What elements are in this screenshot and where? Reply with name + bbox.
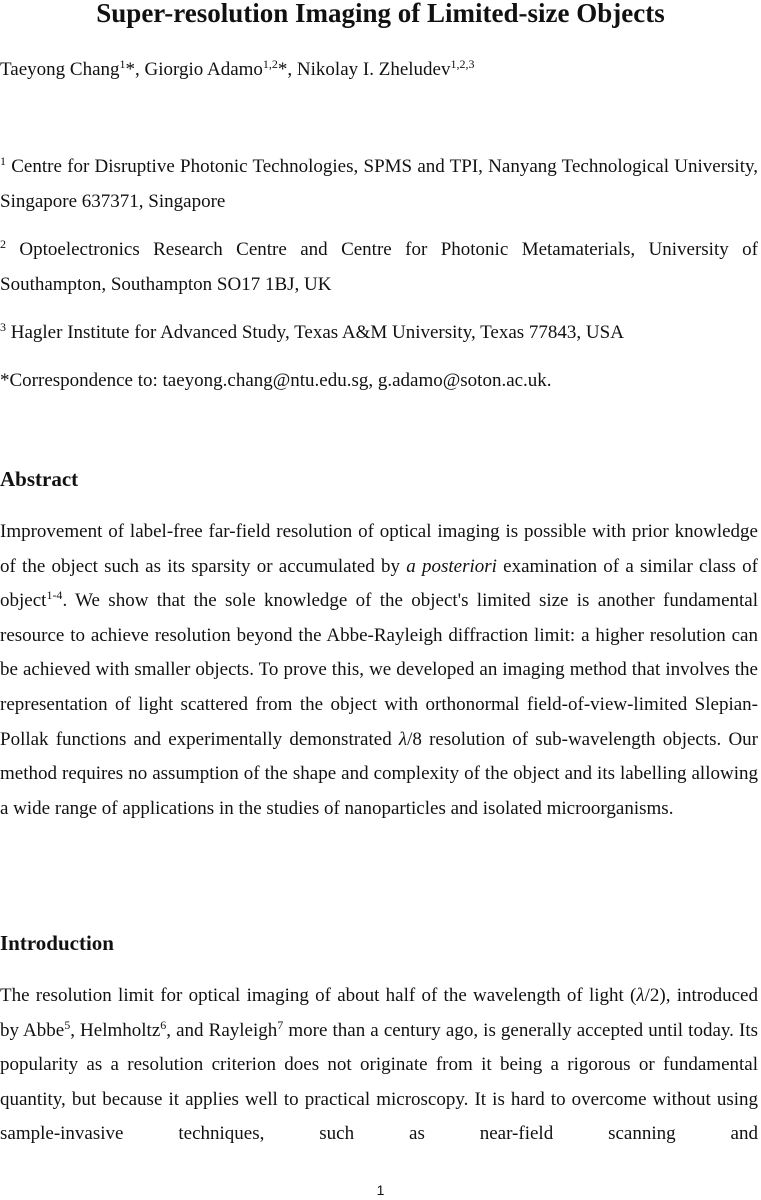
author-separator: *,	[277, 59, 297, 80]
intro-text-part: , Helmholtz	[70, 1019, 161, 1041]
affiliation-2	[0, 233, 758, 302]
affiliation-number: 2	[0, 237, 6, 251]
abstract-text-part: examination of a similar class of object	[0, 555, 758, 612]
citation-mark: 5	[64, 1017, 71, 1032]
affiliation-text: Centre for Disruptive Photonic Technologies, SPMS and TPI, Nanyang Technological University, Singapore 637371, Singapore	[0, 156, 758, 212]
abstract-text-part: Improvement of label-free far-field resolution of optical imaging is possible with prior knowledge of the object such as its sparsity or accumulated by	[0, 521, 758, 577]
author-name: Taeyong Chang	[0, 59, 120, 80]
affiliation-3	[0, 316, 758, 351]
citation-mark: 1-4	[46, 588, 63, 603]
citation-mark: 7	[277, 1017, 284, 1032]
page-number: 1	[376, 1182, 385, 1198]
correspondence-note: *Correspondence to: taeyong.chang@ntu.edu.sg, g.adamo@soton.ac.uk.	[0, 370, 552, 391]
intro-text-part: , and Rayleigh	[166, 1019, 278, 1041]
abstract-italic-term: a posteriori	[406, 555, 497, 577]
paper-title: Super-resolution Imaging of Limited-size Objects	[96, 0, 665, 28]
author-affiliation-mark: 1	[119, 57, 126, 71]
abstract-text-part: /8 resolution of sub-wavelength objects. Our method requires no assumption of the shape and complexity of the object and its labelling allowing a wide range of applications in the studies of nanoparticles and isolated microorganisms.	[0, 728, 759, 819]
author-list	[0, 58, 474, 82]
lambda-symbol: λ	[398, 728, 408, 750]
author-affiliation-mark: 1,2,3	[450, 57, 475, 71]
abstract-text	[0, 515, 758, 826]
affiliation-text: Hagler Institute for Advanced Study, Texas A&M University, Texas 77843, USA	[6, 322, 624, 343]
author-name: Giorgio Adamo	[144, 59, 263, 80]
author-affiliation-mark: 1,2	[262, 57, 278, 71]
affiliation-text: Optoelectronics Research Centre and Centre for Photonic Metamaterials, University of Southampton, Southampton SO17 1BJ, UK	[0, 239, 758, 295]
abstract-heading: Abstract	[0, 467, 79, 491]
intro-text-part: more than a century ago, is generally accepted until today. Its popularity as a resolution criterion does not originate from it being a rigorous or fundamental quantity, but because it applies well to practical microscopy. It is hard to overcome without using sample-invasive techniques, such as near-field scanning and	[0, 1019, 759, 1145]
intro-text-part: The resolution limit for optical imaging of about half of the wavelength of light (	[0, 985, 637, 1006]
intro-text-part: /2), introduced by Abbe	[0, 985, 758, 1041]
introduction-text	[0, 979, 758, 1152]
author-name: Nikolay I. Zheludev	[296, 59, 451, 80]
affiliation-number: 3	[0, 320, 6, 334]
citation-mark: 6	[160, 1017, 167, 1032]
author-separator: *,	[125, 59, 145, 80]
lambda-symbol: λ	[636, 985, 645, 1006]
affiliation-1	[0, 150, 758, 219]
abstract-text-part: . We show that the sole knowledge of the object's limited size is another fundamental resource to achieve resolution beyond the Abbe-Rayleigh diffraction limit: a higher resolution can be achieved with smaller objects. To prove this, we developed an imaging method that involves the representation of light scattered from the object with orthonormal field-of-view-limited Slepian-Pollak functions and experimentally demonstrated	[0, 590, 758, 750]
affiliation-number: 1	[0, 154, 6, 168]
introduction-heading: Introduction	[0, 931, 114, 955]
